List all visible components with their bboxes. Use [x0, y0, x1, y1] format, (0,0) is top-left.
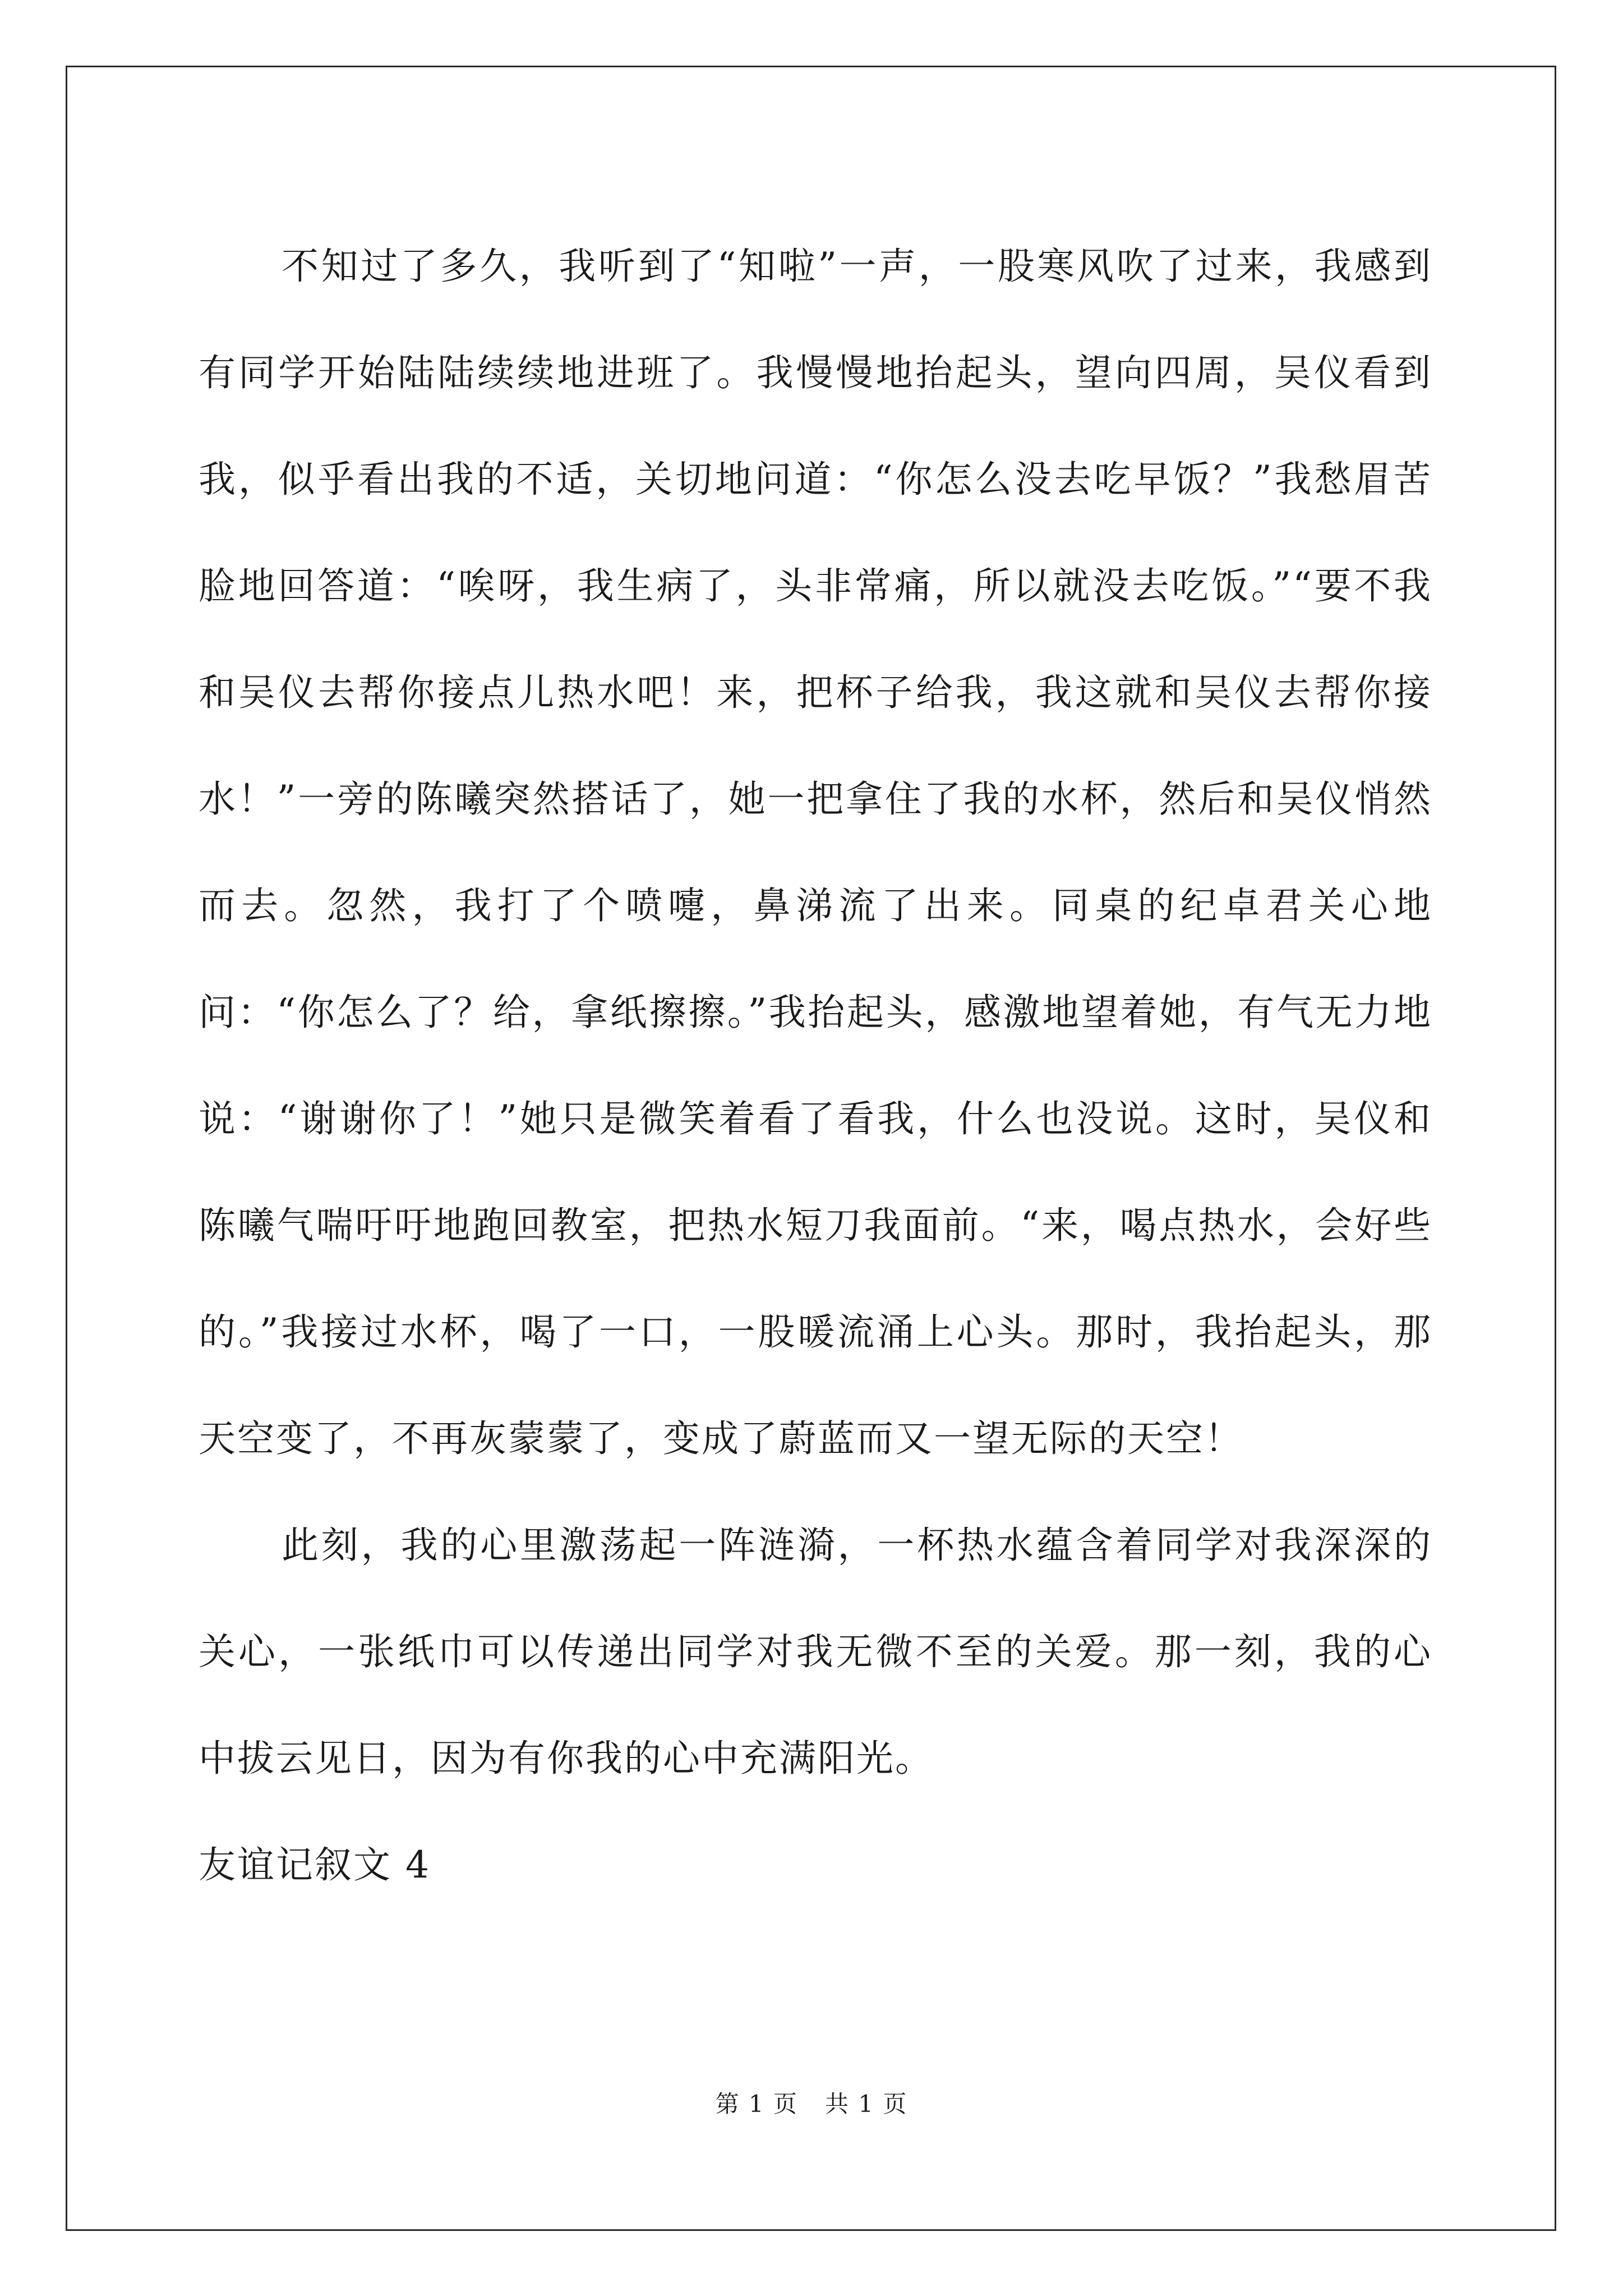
page-total: 共 1 页	[825, 2090, 908, 2118]
page-footer	[0, 2086, 1623, 2119]
page-number: 第 1 页	[715, 2090, 798, 2118]
paragraph-1: 不知过了多久，我听到了“知啦”一声，一股寒风吹了过来，我感到有同学开始陆陆续续地进班了。我慢慢地抬起头，望向四周，吴仪看到我，似乎看出我的不适，关切地问道：“你怎么没去吃早饭？”我愁眉苦脸地回答道：“唉呀，我生病了，头非常痛，所以就没去吃饭。”“要不我和吴仪去帮你接点儿热水吧！来，把杯子给我，我这就和吴仪去帮你接水！”一旁的陈曦突然搭话了，她一把拿住了我的水杯，然后和吴仪悄然而去。忽然，我打了个喷嚏，鼻涕流了出来。同桌的纪卓君关心地问：“你怎么了？给，拿纸擦擦。”我抬起头，感激地望着她，有气无力地说：“谢谢你了！”她只是微笑着看了看我，什么也没说。这时，吴仪和陈曦气喘吁吁地跑回教室，把热水短刀我面前。“来，喝点热水，会好些的。”我接过水杯，喝了一口，一股暖流涌上心头。那时，我抬起头，那天空变了，不再灰蒙蒙了，变成了蔚蓝而又一望无际的天空！	[199, 245, 1432, 1460]
document-body	[199, 213, 1432, 1918]
paragraph-2: 此刻，我的心里激荡起一阵涟漪，一杯热水蕴含着同学对我深深的关心，一张纸巾可以传递出同学对我无微不至的关爱。那一刻，我的心中拔云见日，因为有你我的心中充满阳光。	[199, 1524, 1432, 1780]
section-heading: 友谊记叙文 4	[199, 1843, 431, 1887]
